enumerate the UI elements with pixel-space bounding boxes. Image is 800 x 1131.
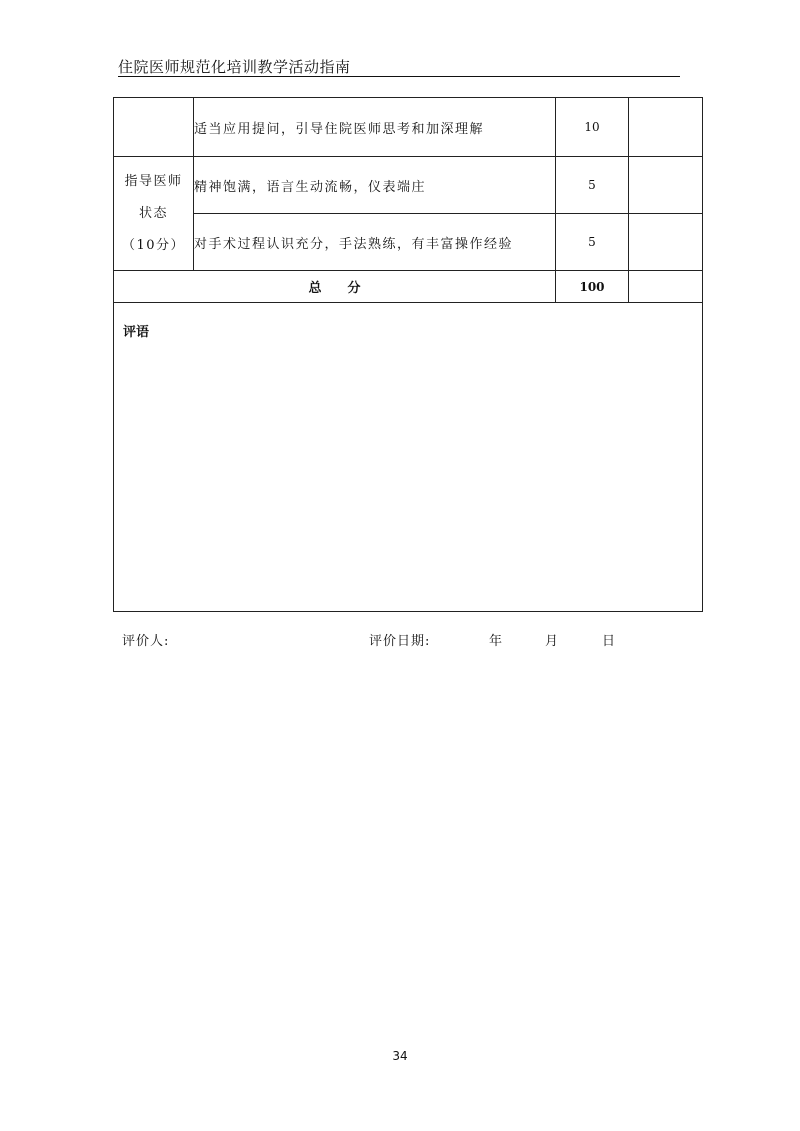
category-label-line3: （10分）: [121, 237, 186, 253]
table-row: [114, 214, 703, 271]
criterion-cell: 对手术过程认识充分，手法熟练，有丰富操作经验: [194, 214, 556, 271]
evaluation-date-label: 评价日期:: [369, 634, 431, 649]
obtained-score-cell[interactable]: [629, 157, 703, 214]
total-row: [114, 271, 703, 303]
evaluator-label: 评价人:: [122, 634, 170, 649]
table-row: [114, 157, 703, 214]
comments-field[interactable]: [114, 303, 703, 612]
criterion-cell: 精神饱满，语言生动流畅，仪表端庄: [194, 157, 556, 214]
evaluation-table: [113, 97, 703, 612]
table-row: [114, 98, 703, 157]
document-header-title: 住院医师规范化培训教学活动指南: [118, 58, 351, 76]
obtained-score-cell[interactable]: [629, 214, 703, 271]
comments-row: [114, 303, 703, 612]
score-cell: 10: [556, 98, 629, 157]
total-label: [114, 271, 556, 303]
header-rule: [118, 76, 680, 77]
score-cell: 5: [556, 214, 629, 271]
total-score: 100: [556, 271, 629, 303]
category-label-line2: 状态: [138, 205, 168, 221]
obtained-score-cell[interactable]: [629, 98, 703, 157]
date-day-label: 日: [602, 634, 617, 649]
category-cell-continued: [114, 98, 194, 157]
comments-label: 评语: [123, 325, 150, 340]
score-cell: 5: [556, 157, 629, 214]
page-number: 34: [392, 1049, 408, 1063]
total-label-char1: 总: [308, 281, 322, 296]
category-label-line1: 指导医师: [124, 173, 183, 189]
criterion-cell: 适当应用提问，引导住院医师思考和加深理解: [194, 98, 556, 157]
total-label-char2: 分: [347, 281, 361, 296]
total-obtained-cell[interactable]: [629, 271, 703, 303]
date-month-label: 月: [545, 634, 560, 649]
category-cell: [114, 157, 194, 271]
date-year-label: 年: [489, 634, 504, 649]
